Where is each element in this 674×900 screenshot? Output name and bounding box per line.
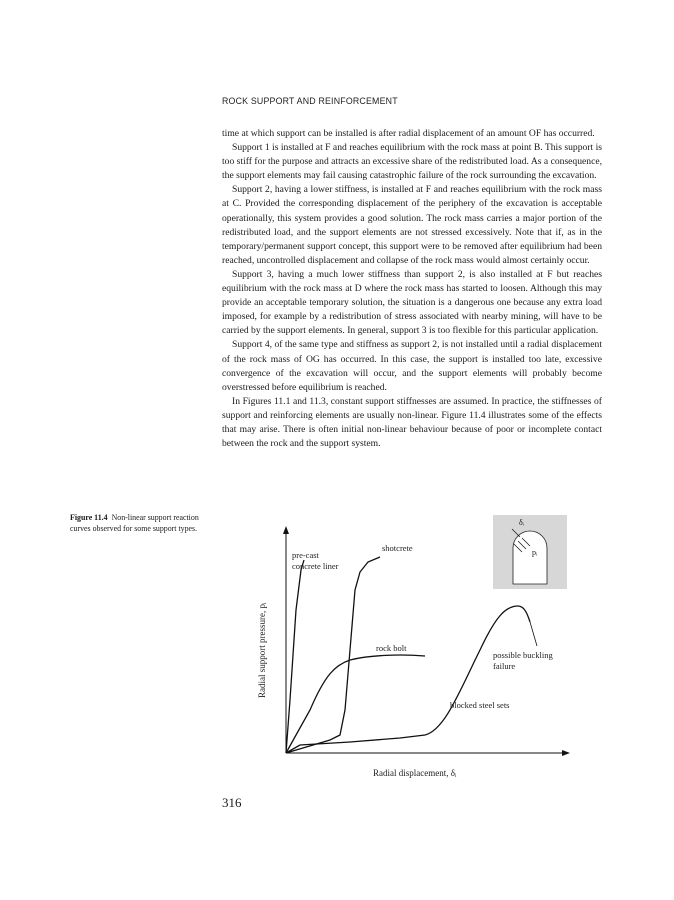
paragraph: In Figures 11.1 and 11.3, constant support stiffnesses are assumed. In practice, the stiffnesses of support and reinforcing elements are usually non-linear. Figure 11.4 illustrates some of the effects that may arise. There is often initial non-linear behaviour because of poor or incomplete contact between the rock and the support system. <box>222 395 602 450</box>
y-axis-arrow-icon <box>283 526 289 534</box>
inset-pressure-label: pᵢ <box>532 548 538 557</box>
paragraph: Support 2, having a lower stiffness, is installed at F and reaches equilibrium with the rock mass at C. Provided the corresponding displacement of the periphery of the excavation is acceptable operationally, this system provides a good solution. The rock mass carries a major portion of the redistributed load, and the support elements are not stressed excessively. Note that if, as in the temporary/permanent support concept, this support were to be removed after equilibrium had been reached, uncontrolled displacement and collapse of the rock mass would almost certainly occur. <box>222 184 602 266</box>
paragraph: time at which support can be installed is after radial displacement of an amount OF has occurred. <box>222 128 595 139</box>
figure-label: Figure 11.4 <box>70 513 108 522</box>
label-buckling: possible buckling failure <box>493 650 553 671</box>
label-precast-liner: pre-cast concrete liner <box>292 550 339 571</box>
inset-delta-label: δᵢ <box>519 518 525 527</box>
paragraph: Support 3, having a much lower stiffness than support 2, is also installed at F but reaches equilibrium with the rock mass at D where the rock mass has started to loosen. Although this may provide an acceptable temporary solution, the situation is a dangerous one because any extra load imposed, for example by a redistribution of stress associated with nearby mining, will have to be carried by the support elements. In general, support 3 is too flexible for this particular application. <box>222 268 602 337</box>
tunnel-inset <box>493 515 567 589</box>
curve-precast-liner <box>286 560 304 753</box>
label-rock-bolt: rock bolt <box>376 643 407 653</box>
support-reaction-figure <box>250 510 600 795</box>
curve-shotcrete <box>286 557 380 753</box>
paragraph: Support 1 is installed at F and reaches equilibrium with the rock mass at point B. This support is too stiff for the purpose and attracts an excessive share of the redistributed load. As a consequence, the support elements may fail causing catastrophic failure of the rock surrounding the excavation. <box>222 142 602 182</box>
buckling-leader-line <box>530 622 537 646</box>
body-text <box>222 127 602 451</box>
paragraph: Support 4, of the same type and stiffness as support 2, is not installed until a radial displacement of the rock mass of OG has occurred. In this case, the support is installed too late, excessive convergence of the excavation will occur, and the support elements will probably become overstressed before equilibrium is reached. <box>222 339 602 393</box>
label-shotcrete: shotcrete <box>382 543 413 553</box>
y-axis-label: Radial support pressure, pᵢ <box>257 602 267 698</box>
x-axis-label: Radial displacement, δᵢ <box>373 768 457 778</box>
x-axis-arrow-icon <box>562 750 570 756</box>
curve-steel-sets <box>286 606 530 753</box>
page-number: 316 <box>222 795 242 810</box>
tunnel-profile <box>513 531 547 584</box>
caption-text: Non-linear support reaction curves observed for some support types. <box>70 513 199 533</box>
running-header: ROCK SUPPORT AND REINFORCEMENT <box>222 96 398 106</box>
figure-caption <box>70 512 210 534</box>
curve-rock-bolt <box>286 655 425 753</box>
label-steel-sets: blocked steel sets <box>450 700 510 710</box>
